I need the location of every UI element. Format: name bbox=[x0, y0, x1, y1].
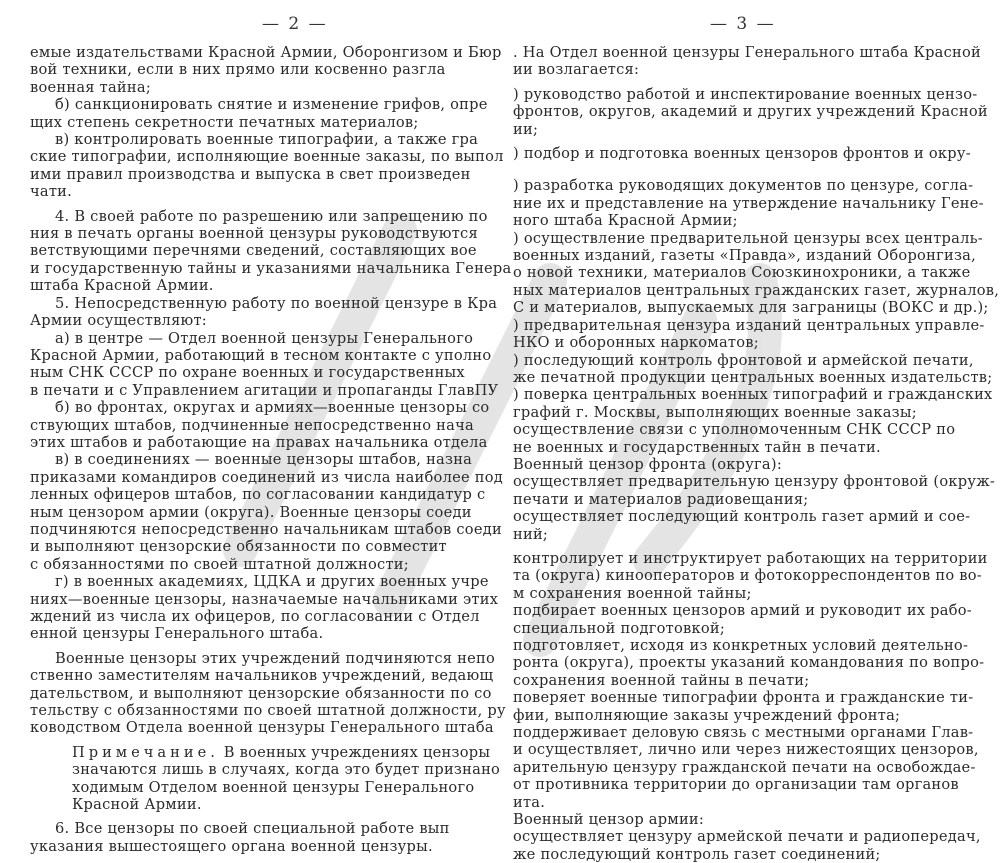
text-line: ) последующий контроль фронтовой и армейской печати, bbox=[513, 351, 974, 369]
text-line: 5. Непосредственную работу по военной цензуре в Кра bbox=[55, 294, 498, 312]
text-line: ита. bbox=[513, 793, 546, 811]
page-text bbox=[30, 44, 512, 855]
text-line: осуществляет предварительную цензуру фронтовой (окруж- bbox=[513, 473, 996, 491]
text-line: вой техники, если в них прямо или косвенно разгла bbox=[30, 61, 446, 79]
text-line: и государственную тайны и указаниями начальника Генера bbox=[30, 259, 512, 277]
page-text bbox=[513, 44, 1000, 863]
text-line: сохранения военной тайны в печати; bbox=[513, 671, 810, 689]
text-line: фронтов, округов, академий и других учреждений Красной bbox=[513, 103, 988, 121]
text-line: ным СНК СССР по охране военных и государственных bbox=[30, 364, 465, 382]
note-line: Красной Армии. bbox=[72, 796, 202, 814]
text-line: графий г. Москвы, выполняющих военные заказы; bbox=[513, 403, 917, 421]
note-label: Примечание. bbox=[72, 743, 219, 761]
text-line: ние их и представление на утверждение начальнику Гене- bbox=[513, 194, 984, 212]
text-line: б) санкционировать снятие и изменение грифов, опре bbox=[55, 96, 488, 114]
text-line: ниях—военные цензоры, назначаемые начальниками этих bbox=[30, 590, 499, 608]
text-line: приказами командиров соединений из числа наиболее под bbox=[30, 468, 504, 486]
text-line: ) подбор и подготовка военных цензоров фронтов и окру- bbox=[513, 145, 971, 163]
text-line: контролирует и инструктирует работающих на территории bbox=[513, 549, 988, 567]
text-line: с обязанностями по своей штатной должности; bbox=[30, 555, 409, 573]
text-line: в печати и с Управлением агитации и пропаганды ГлавПУ bbox=[30, 381, 499, 399]
text-line: в) контролировать военные типографии, а также гра bbox=[55, 131, 479, 149]
text-line: же последующий контроль газет соединений; bbox=[513, 845, 881, 863]
text-line: осуществляет цензуру армейской печати и радиопередач, bbox=[513, 828, 981, 846]
text-line: фии, выполняющие заказы учреждений фронта; bbox=[513, 706, 901, 724]
text-line: . На Отдел военной цензуры Генерального штаба Красной bbox=[513, 44, 982, 61]
text-line: печати и материалов радиовещания; bbox=[513, 490, 809, 508]
text-line: м сохранения военной тайны; bbox=[513, 584, 752, 602]
text-line: от противника территории до организации там органов bbox=[513, 776, 959, 794]
text-line: ими правил производства и выпуска в свет произведен bbox=[30, 165, 471, 183]
text-line: поверяет военные типографии фронта и гражданские ти- bbox=[513, 689, 974, 707]
text-line: ния в печать органы военной цензуры руководствуются bbox=[30, 225, 478, 243]
text-line: указания вышестоящего органа военной цензуры. bbox=[30, 837, 433, 855]
text-line: ии; bbox=[513, 120, 539, 138]
text-line: ) разработка руководящих документов по цензуре, согла- bbox=[513, 177, 974, 195]
text-line: Красной Армии, работающий в тесном контакте с уполно bbox=[30, 346, 492, 364]
page-number: — 3 — bbox=[710, 14, 776, 34]
text-line: С и материалов, выпускаемых для заграницы (ВОКС и др.); bbox=[513, 299, 989, 317]
text-line: ) поверка центральных военных типографий и гражданских bbox=[513, 386, 993, 404]
text-line: Военный цензор фронта (округа): bbox=[513, 455, 782, 473]
text-line: и осуществляет, лично или через нижестоящих цензоров, bbox=[513, 741, 979, 759]
text-line: б) во фронтах, округах и армиях—военные цензоры со bbox=[55, 399, 490, 417]
text-line: ские типографии, исполняющие военные заказы, по выпол bbox=[30, 148, 504, 166]
text-line: г) в военных академиях, ЦДКА и других военных учре bbox=[55, 573, 489, 591]
text-line: чати. bbox=[30, 183, 73, 201]
text-line: штаба Красной Армии. bbox=[30, 277, 214, 295]
text-line: Армии осуществляют: bbox=[30, 312, 207, 330]
note-text: В военных учреждениях цензоры bbox=[223, 743, 491, 761]
text-line: о новой техники, материалов Союзкинохроники, а также bbox=[513, 264, 971, 282]
text-line: а) в центре — Отдел военной цензуры Генерального bbox=[55, 329, 474, 347]
text-line: ) руководство работой и инспектирование военных цензо- bbox=[513, 85, 978, 103]
text-line: ным цензором армии (округа). Военные цензоры соеди bbox=[30, 503, 472, 521]
text-line: 6. Все цензоры по своей специальной работе вып bbox=[55, 820, 450, 838]
text-line: подчиняются непосредственно начальникам штабов соеди bbox=[30, 520, 502, 538]
note-line: значаются лишь в случаях, когда это будет признано bbox=[72, 761, 501, 779]
text-line: тельству с обязанностями по своей штатной должности, ру bbox=[30, 702, 506, 720]
text-line: дательством, и выполняют цензорские обязанности по со bbox=[30, 684, 492, 702]
text-line: ветствующими перечнями сведений, составляющих вое bbox=[30, 242, 477, 260]
text-line: Военный цензор армии: bbox=[513, 811, 705, 829]
text-line: НКО и оборонных наркоматов; bbox=[513, 334, 759, 352]
text-line: подготовляет, исходя из конкретных условий деятельно- bbox=[513, 637, 969, 654]
text-line: енной цензуры Генерального штаба. bbox=[30, 625, 324, 643]
page-right bbox=[505, 0, 1000, 863]
text-line: ственно заместителям начальников учреждений, ведающ bbox=[30, 667, 494, 685]
text-line: ждений из числа их офицеров, по согласовании с Отдел bbox=[30, 608, 480, 625]
text-line: ленных офицеров штабов, по согласовании кандидатур с bbox=[30, 486, 486, 504]
text-line: 4. В своей работе по разрешению или запрещению по bbox=[55, 207, 488, 225]
note-line: ходимым Отделом военной цензуры Генерального bbox=[72, 778, 475, 796]
text-line: ных материалов центральных гражданских газет, журналов, bbox=[513, 281, 1000, 299]
text-line: не военных и государственных тайн в печати. bbox=[513, 438, 881, 456]
text-line: ии возлагается: bbox=[513, 61, 640, 79]
note-first-line bbox=[30, 744, 500, 761]
text-line: специальной подготовкой; bbox=[513, 619, 726, 637]
text-line: ководством Отдела военной цензуры Генерального штаба bbox=[30, 719, 494, 737]
text-line: же печатной продукции центральных военных издательств; bbox=[513, 368, 993, 386]
text-line: этих штабов и работающие на правах начальника отдела bbox=[30, 433, 488, 451]
text-line: Военные цензоры этих учреждений подчиняются непо bbox=[55, 649, 495, 667]
text-line: ного штаба Красной Армии; bbox=[513, 212, 738, 230]
text-line: военных изданий, газеты «Правда», изданий Оборонгиза, bbox=[513, 247, 976, 265]
text-line: ) предварительная цензура изданий центральных управле- bbox=[513, 316, 985, 334]
text-line: осуществляет последующий контроль газет армий и сое- bbox=[513, 508, 971, 526]
text-line: щих степень секретности печатных материалов; bbox=[30, 113, 419, 131]
text-line: емые издательствами Красной Армии, Оборонгизом и Бюр bbox=[30, 44, 502, 61]
text-line: ний; bbox=[513, 525, 549, 543]
page-number: — 2 — bbox=[262, 14, 328, 34]
text-line: поддерживает деловую связь с местными органами Глав- bbox=[513, 724, 974, 742]
text-line: военная тайна; bbox=[30, 78, 151, 96]
text-line: в) в соединениях — военные цензоры штабов, назна bbox=[55, 451, 473, 469]
text-line: та (округа) кинооператоров и фотокорреспондентов по во- bbox=[513, 567, 982, 585]
text-line: подбирает военных цензоров армий и руководит их рабо- bbox=[513, 602, 972, 620]
text-line: осуществление связи с уполномоченным СНК СССР по bbox=[513, 421, 956, 439]
text-line: ронта (округа), проекты указаний командования по вопро- bbox=[513, 654, 985, 672]
text-line: арительную цензуру гражданской печати на освобождае- bbox=[513, 758, 976, 776]
text-line: ) осуществление предварительной цензуры всех централь- bbox=[513, 229, 983, 247]
text-line: и выполняют цензорские обязанности по совместит bbox=[30, 538, 447, 556]
text-line: ствующих штабов, подчиненные непосредственно нача bbox=[30, 416, 474, 434]
